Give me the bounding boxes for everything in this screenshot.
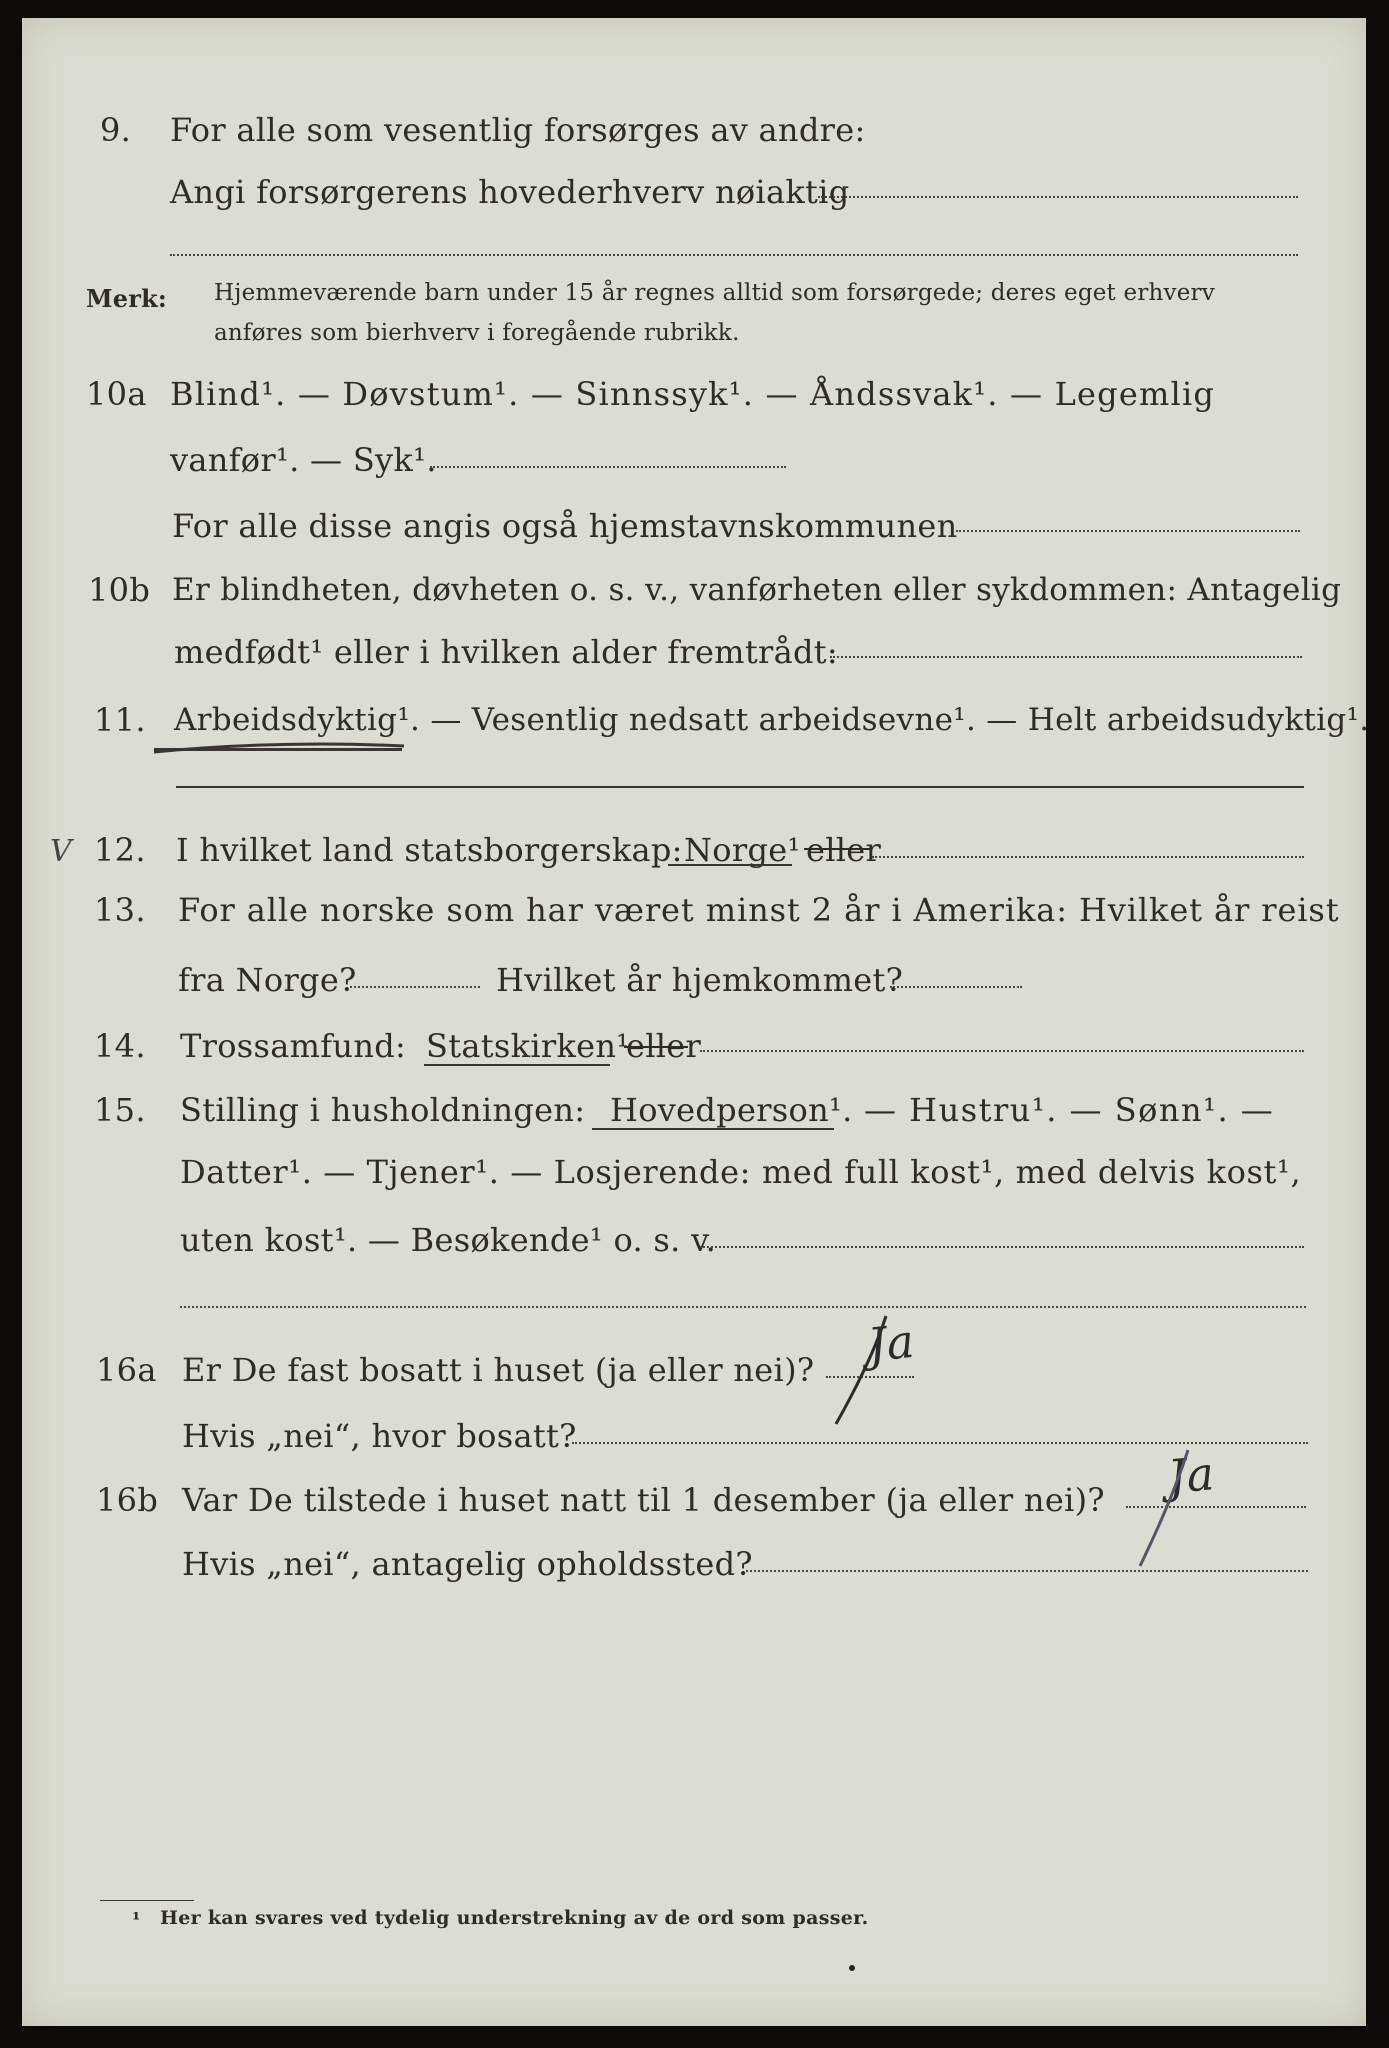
q12-label: I hvilket land statsborgerskap: (176, 831, 683, 869)
q16a-line1: Er De fast bosatt i huset (ja eller nei)? (182, 1351, 815, 1389)
q15-line1a: Stilling i husholdningen: (180, 1091, 586, 1129)
q10a-answer-line[interactable] (430, 466, 786, 468)
q9-line2: Angi forsørgerens hovederhverv nøiaktig (170, 173, 850, 211)
q9-line1: For alle som vesentlig forsørges av andre: (170, 111, 866, 149)
q15-line2: Datter¹. — Tjener¹. — Losjerende: med full kost¹, med delvis kost¹, (180, 1153, 1302, 1191)
merk-line2: anføres som bierhverv i foregående rubrikk. (214, 320, 740, 346)
q11-line1: Arbeidsdyktig¹. — Vesentlig nedsatt arbeidsevne¹. — Helt arbeidsudyktig¹. (174, 702, 1370, 738)
footnote-mark: ¹ (132, 1909, 141, 1931)
q14-eller-strike (624, 1046, 688, 1048)
q16b-number: 16b (96, 1481, 159, 1519)
q12-answer-line[interactable] (872, 856, 1304, 858)
q16a-handwritten-answer: Ja (865, 1313, 917, 1373)
q14-option-statskirken: Statskirken¹ (426, 1027, 630, 1065)
q10a-line3: For alle disse angis også hjemstavnskommunen (172, 507, 958, 545)
q12-margin-mark: V (50, 834, 72, 869)
q9-number: 9. (100, 111, 132, 149)
footnote-rule (100, 1900, 194, 1901)
q16a-number: 16a (96, 1351, 157, 1389)
q16b-answer-line[interactable] (1126, 1506, 1306, 1508)
q15-line3: uten kost¹. — Besøkende¹ o. s. v. (180, 1221, 717, 1259)
q14-number: 14. (94, 1027, 146, 1065)
q16b-line2: Hvis „nei“, antagelig opholdssted? (182, 1545, 753, 1583)
q12-option-norge: Norge¹ (684, 831, 801, 869)
q11-arbeidsdyktig-underline (154, 748, 402, 751)
q14-answer-line[interactable] (700, 1050, 1304, 1052)
q14-struck-eller: eller (626, 1027, 702, 1065)
q15-line1c: — Hustru¹. — Sønn¹. — (864, 1091, 1275, 1129)
q12-number: 12. (94, 831, 146, 869)
q12-norge-underline (668, 864, 792, 866)
q12-struck-eller: eller (806, 831, 882, 869)
q13-number: 13. (94, 891, 146, 929)
q16b-handwritten-answer: Ja (1165, 1446, 1217, 1504)
merk-line1: Hjemmeværende barn under 15 år regnes alltid som forsørgede; deres eget erhverv (214, 280, 1215, 306)
merk-label: Merk: (86, 284, 167, 313)
q14-statskirken-underline (424, 1064, 610, 1066)
q10a-hjemstavn-line[interactable] (956, 530, 1300, 532)
q11-answer-line[interactable] (176, 786, 1304, 788)
q15-answer-line[interactable] (700, 1246, 1304, 1248)
q10a-line2: vanfør¹. — Syk¹. (170, 441, 437, 479)
q15-number: 15. (94, 1091, 146, 1129)
q15-line1b-hovedperson: Hovedperson¹. (610, 1091, 853, 1129)
q10a-number: 10a (86, 375, 147, 413)
q10a-line1: Blind¹. — Døvstum¹. — Sinnssyk¹. — Åndssvak¹. — Legemlig (170, 375, 1216, 413)
q13-line1: For alle norske som har været minst 2 år i Amerika: Hvilket år reist (178, 891, 1340, 929)
q9-answer-line[interactable] (818, 196, 1298, 198)
q10b-answer-line[interactable] (830, 656, 1302, 658)
q15-hovedperson-underline (592, 1128, 834, 1130)
q13-line2a: fra Norge? (178, 961, 357, 999)
q13-hjemkommet-line[interactable] (890, 986, 1022, 988)
q10b-line2: medfødt¹ eller i hvilken alder fremtrådt: (174, 633, 838, 671)
q16a-line2: Hvis „nei“, hvor bosatt? (182, 1417, 577, 1455)
q13-reist-line[interactable] (350, 986, 480, 988)
q15-answer-line-2[interactable] (180, 1306, 1306, 1308)
q11-number: 11. (94, 701, 146, 739)
q13-line2b: Hvilket år hjemkommet? (496, 961, 904, 999)
q16b-opholdssted-line[interactable] (746, 1570, 1308, 1572)
q10b-number: 10b (88, 571, 151, 609)
q10b-line1: Er blindheten, døvheten o. s. v., vanførheten eller sykdommen: Antagelig (172, 572, 1342, 608)
footnote-text: Her kan svares ved tydelig understrekning av de ord som passer. (160, 1907, 869, 1929)
q16a-bosatt-line[interactable] (572, 1442, 1308, 1444)
q16a-answer-line[interactable] (826, 1376, 914, 1378)
q16b-line1: Var De tilstede i huset natt til 1 desember (ja eller nei)? (182, 1481, 1105, 1519)
q12-eller-strike (804, 848, 870, 850)
q14-label: Trossamfund: (180, 1027, 407, 1065)
q9-answer-line-2[interactable] (170, 254, 1298, 256)
